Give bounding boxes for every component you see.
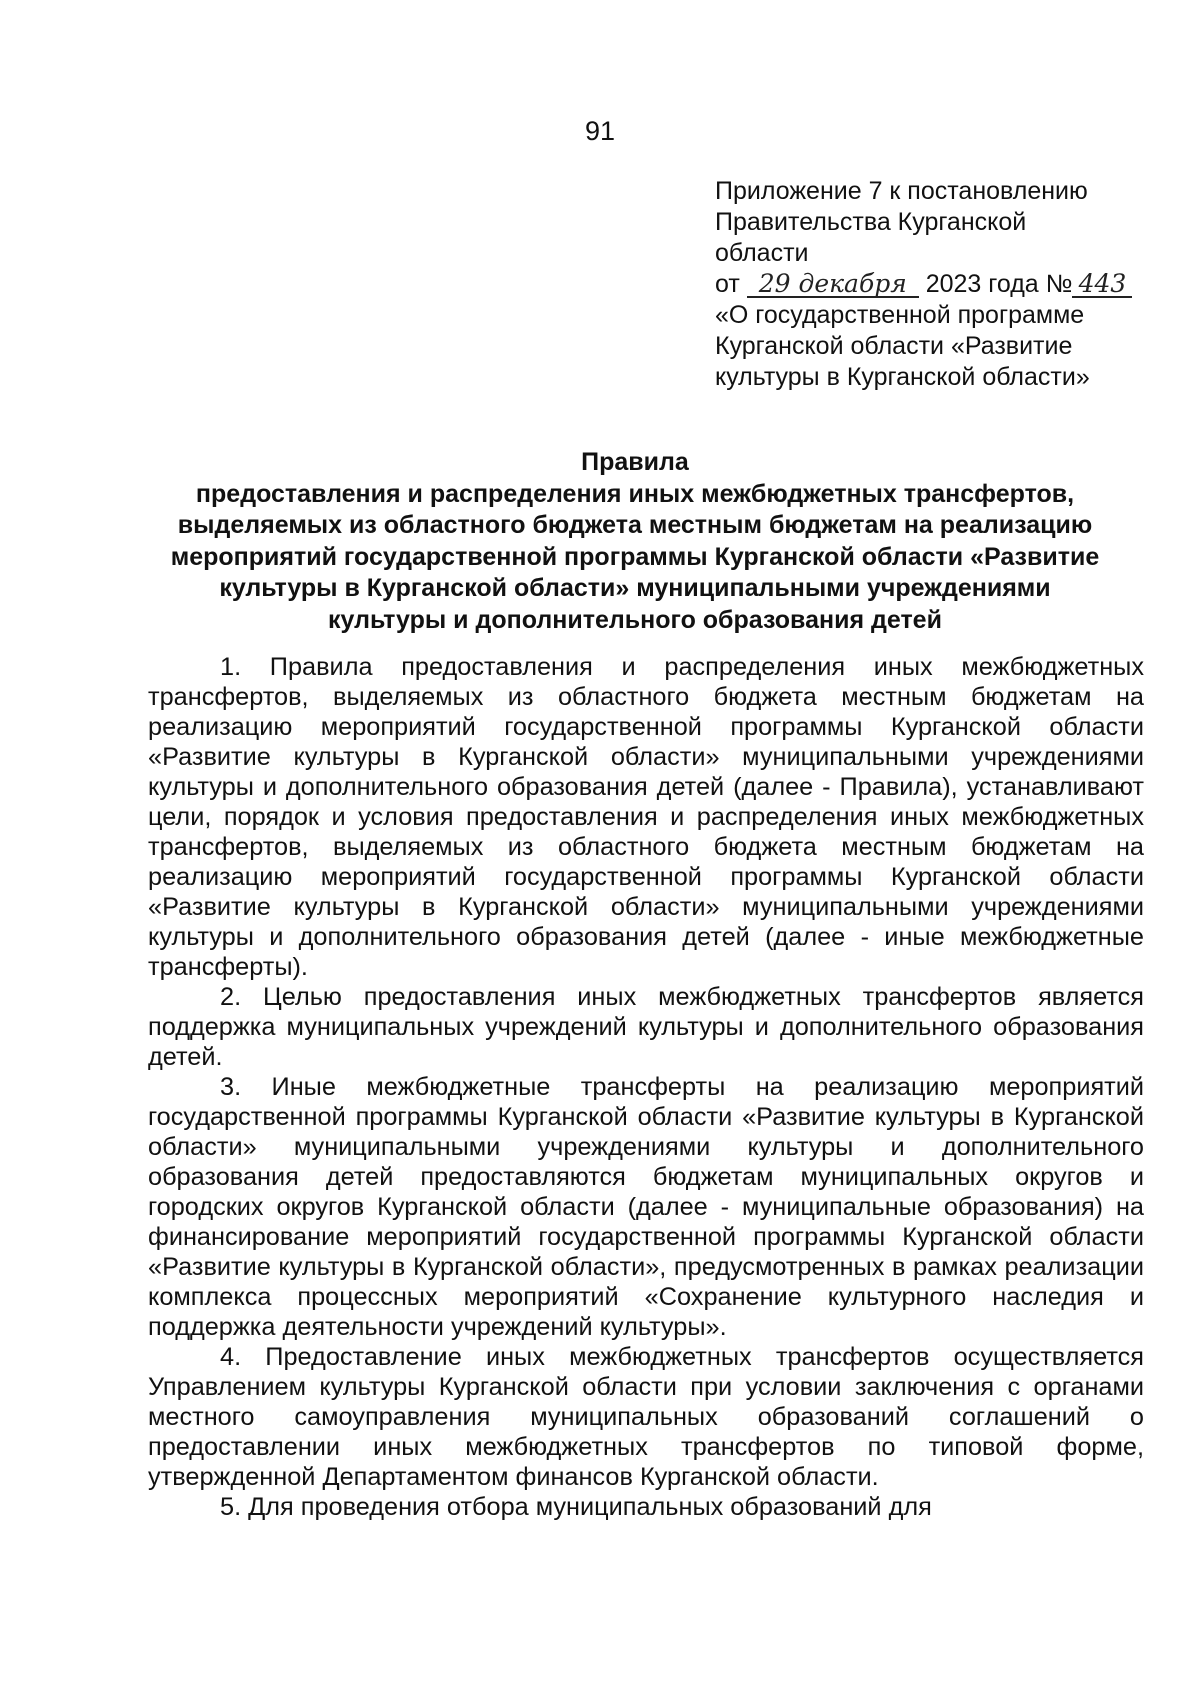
title-line-1: предоставления и распределения иных межбюджетных трансфертов, — [195, 479, 1075, 508]
paragraph-5: 5. Для проведения отбора муниципальных образований для — [220, 1493, 932, 1521]
document-title — [140, 447, 1130, 636]
appendix-line-5: «О государственной программе — [715, 301, 1085, 329]
document-body — [148, 652, 1144, 1522]
title-line-5: культуры и дополнительного образования детей — [328, 605, 942, 634]
paragraph-2: 2. Целью предоставления иных межбюджетных трансфертов является поддержка муниципальных учреждений культуры и дополнительного образования детей. — [148, 983, 1144, 1071]
handwritten-date: 29 декабря — [747, 272, 919, 298]
appendix-line-6: Курганской области «Развитие — [715, 332, 1073, 360]
year-text: 2023 года № — [925, 270, 1073, 298]
title-line-3: мероприятий государственной программы Курганской области «Развитие — [170, 542, 1100, 571]
appendix-line-1: Приложение 7 к постановлению — [715, 177, 1088, 205]
paragraph-4: 4. Предоставление иных межбюджетных трансфертов осуществляется Управлением культуры Курганской области при условии заключения с органами местного самоуправления муниципальных образований соглашений о предоставлении иных межбюджетных трансфертов по типовой форме, утвержденной Департаментом финансов Курганской области. — [148, 1343, 1144, 1491]
appendix-date-line — [715, 269, 1155, 300]
paragraph-1: 1. Правила предоставления и распределения иных межбюджетных трансфертов, выделяемых из областного бюджета местным бюджетам на реализацию мероприятий государственной программы Курганской области «Развитие культуры в Курганской области» муниципальными учреждениями культуры и дополнительного образования детей (далее - Правила), устанавливают цели, порядок и условия предоставления и распределения иных межбюджетных трансфертов, выделяемых из областного бюджета местным бюджетам на реализацию мероприятий государственной программы Курганской области «Развитие культуры в Курганской области» муниципальными учреждениями культуры и дополнительного образования детей (далее - иные межбюджетные трансферты). — [148, 653, 1144, 981]
title-line-4: культуры в Курганской области» муниципальными учреждениями — [219, 574, 1051, 602]
title-line-2: выделяемых из областного бюджета местным бюджетам на реализацию — [177, 511, 1093, 539]
paragraph-3: 3. Иные межбюджетные трансферты на реализацию мероприятий государственной программы Курганской области «Развитие культуры в Курганской области» муниципальными учреждениями культуры и дополнительного образования детей предоставляются бюджетам муниципальных округов и городских округов Курганской области (далее - муниципальные образования) на финансирование мероприятий государственной программы Курганской области «Развитие культуры в Курганской области», предусмотренных в рамках реализации комплекса процессных мероприятий «Сохранение культурного наследия и поддержка деятельности учреждений культуры». — [148, 1073, 1144, 1341]
handwritten-number: 443 — [1072, 272, 1132, 298]
appendix-line-7: культуры в Курганской области» — [715, 363, 1090, 391]
page-number: 91 — [584, 116, 616, 146]
appendix-line-2: Правительства Курганской — [715, 208, 1027, 236]
date-prefix: от — [715, 270, 740, 298]
title-heading: Правила — [581, 448, 689, 476]
appendix-note — [715, 176, 1155, 393]
appendix-line-3: области — [715, 239, 809, 267]
